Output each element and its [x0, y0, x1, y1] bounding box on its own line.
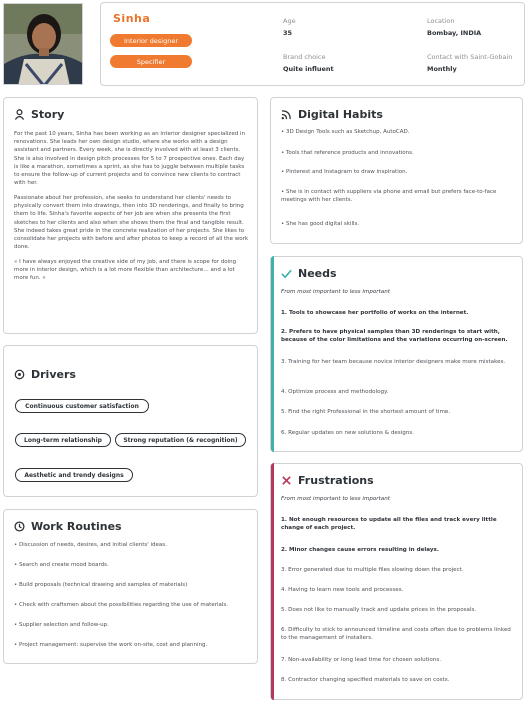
portrait-image: [4, 4, 83, 85]
driver-chip: Aesthetic and trendy designs: [15, 468, 133, 482]
needs-card: [270, 256, 523, 452]
list-item: • Discussion of needs, desires, and initial clients' ideas.: [14, 542, 167, 548]
persona-header: [100, 2, 525, 86]
list-item: • Project management: supervise the work on-site, cost and planning.: [14, 642, 208, 648]
needs-item: 4. Optimize process and methodology.: [281, 389, 389, 395]
list-item: • Tools that reference products and innovations.: [281, 150, 414, 156]
frustrations-accent-bar: [271, 463, 274, 700]
needs-item: 2. Prefers to have physical samples than 3D renderings to start with, because of the color limitations and the variations occurring on-screen.: [281, 329, 508, 344]
driver-chip: Continuous customer satisfaction: [15, 399, 149, 413]
frustrations-item: 3. Error generated due to multiple files slowing down the project.: [281, 567, 464, 573]
frustrations-item: 4. Having to learn new tools and processes.: [281, 587, 404, 593]
age-label: Age: [283, 17, 296, 25]
age-field: [283, 17, 296, 37]
frustrations-item: 6. Difficulty to stick to announced timeline and costs often due to problems linked to the management of installers.: [281, 627, 511, 642]
needs-item: 6. Regular updates on new solutions & designs.: [281, 430, 415, 436]
frustrations-item: 2. Minor changes cause errors resulting in delays.: [281, 547, 440, 553]
person-icon: [14, 109, 25, 120]
x-icon: [281, 475, 292, 486]
location-value: Bombay, INDIA: [427, 29, 482, 37]
frustrations-item: 5. Does not like to manually track and update prices in the proposals.: [281, 607, 477, 613]
story-card: [3, 97, 258, 334]
frustrations-item: 1. Not enough resources to update all the files and track every little change of each project.: [281, 517, 497, 532]
brand-value: Quite influent: [283, 65, 334, 73]
list-item: • 3D Design Tools such as Sketchup, AutoCAD.: [281, 129, 410, 135]
story-quote: « I have always enjoyed the creative side of my job, and there is scope for doing more in interior design, which is a lot more flexible than architecture… and a lot more fun. »: [14, 258, 237, 282]
drivers-title: Drivers: [31, 368, 76, 381]
list-item: • She is in contact with suppliers via phone and email but prefers face-to-face meetings with her clients.: [281, 189, 497, 204]
persona-name: Sinha: [113, 12, 151, 25]
brand-field: [283, 53, 334, 73]
check-icon: [281, 268, 292, 279]
story-heading: [14, 108, 64, 121]
persona-photo: [3, 3, 83, 85]
work-routines-card: [3, 509, 258, 664]
needs-item: 1. Tools to showcase her portfolio of works on the internet.: [281, 310, 469, 316]
frustrations-item: 7. Non-availability or long lead time for chosen solutions.: [281, 657, 442, 663]
needs-accent-bar: [271, 256, 274, 452]
needs-subtitle: From most important to less important: [281, 289, 390, 295]
brand-label: Brand choice: [283, 53, 326, 61]
story-text: [14, 130, 249, 289]
list-item: • Check with craftsmen about the possibilities regarding the use of materials.: [14, 602, 229, 608]
story-paragraph: Passionate about her profession, she seeks to understand her clients' needs to physically convert them into drawings, then into 3D renderings, and finally to bring them to life. Sinha's favorite aspects of her job are when she presents the first sketches to her clients and also when she shows them the final and tangible result. She indeed takes great pride in the concrete realization of her projects. She likes to consolidate her projects with before and after photos to keep a record of all the work done.: [14, 194, 249, 251]
frustrations-subtitle: From most important to less important: [281, 496, 390, 502]
digital-habits-card: [270, 97, 523, 244]
driver-chip: Long-term relationship: [15, 433, 111, 447]
story-paragraph: For the past 10 years, Sinha has been working as an interior designer specialized in renovations. She leads her own design studio, where she works with a design assistant and partners. Every week, she is directly involved with at least 3 clients. She is also involved in design pitch processes for 5 to 7 prospective ones. Each day is like a marathon, sometimes a sprint, as she has to juggle between multiple tasks to ensure the follow-up of current projects and to convince new clients to contract with her.: [14, 131, 245, 187]
list-item: • She has good digital skills.: [281, 221, 360, 227]
list-item: • Search and create mood boards.: [14, 562, 109, 568]
location-label: Location: [427, 17, 455, 25]
digital-habits-title: Digital Habits: [298, 108, 383, 121]
contact-value: Monthly: [427, 65, 457, 73]
drivers-heading: [14, 368, 76, 381]
digital-habits-heading: [281, 108, 383, 121]
list-item: • Supplier selection and follow-up.: [14, 622, 109, 628]
story-title: Story: [31, 108, 65, 121]
wifi-icon: [281, 109, 292, 120]
location-field: [427, 17, 481, 37]
frustrations-title: Frustrations: [298, 474, 374, 487]
work-routines-heading: [14, 520, 122, 533]
needs-item: 3. Training for her team because novice interior designers make more mistakes.: [281, 359, 506, 365]
needs-heading: [281, 267, 337, 280]
contact-field: [427, 53, 512, 73]
clock-icon: [14, 521, 25, 532]
drivers-card: [3, 345, 258, 497]
role-badge-interior-designer: Interior designer: [110, 34, 192, 47]
driver-chip: Strong reputation (& recognition): [115, 433, 246, 447]
age-value: 35: [283, 29, 293, 37]
target-icon: [14, 369, 25, 380]
work-routines-title: Work Routines: [31, 520, 122, 533]
contact-label: Contact with Saint-Gobain: [427, 53, 513, 61]
needs-title: Needs: [298, 267, 337, 280]
frustrations-heading: [281, 474, 374, 487]
list-item: • Pinterest and Instagram to draw inspiration.: [281, 169, 408, 175]
list-item: • Build proposals (technical drawing and samples of materials): [14, 582, 188, 588]
needs-item: 5. Find the right Professional in the shortest amount of time.: [281, 409, 451, 415]
frustrations-card: [270, 463, 523, 700]
frustrations-item: 8. Contractor changing specified materials to save on costs.: [281, 677, 450, 683]
role-badge-specifier: Specifier: [110, 55, 192, 68]
